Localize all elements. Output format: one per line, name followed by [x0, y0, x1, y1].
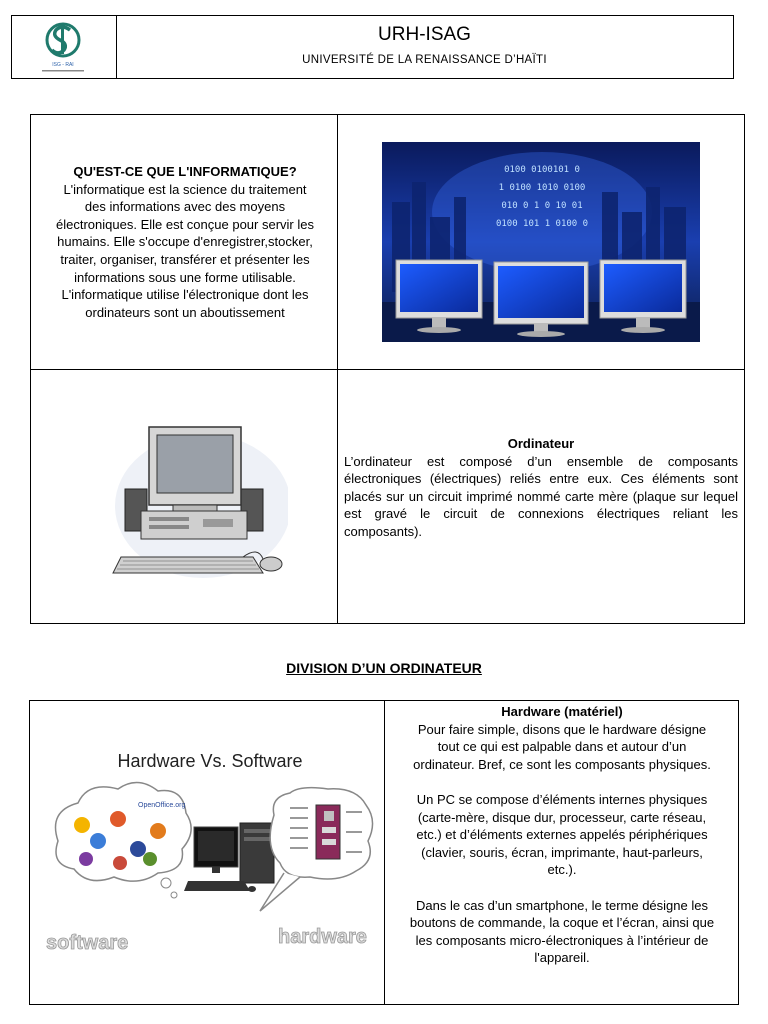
firefox-icon — [150, 823, 166, 839]
mouse-icon — [248, 886, 256, 892]
informatique-line: informations sous une forme utilisable. — [74, 269, 296, 285]
binary-row: 010 0 1 0 10 01 — [501, 201, 583, 211]
digital-city-image — [382, 142, 700, 342]
informatique-line: ordinateurs sont un aboutissement — [85, 304, 285, 320]
binary-row: 0100 0100101 0 — [504, 165, 580, 175]
section-title: DIVISION D’UN ORDINATEUR — [286, 660, 482, 676]
hardware-line: l'appareil. — [534, 950, 590, 966]
hardware-line: Dans le cas d’un smartphone, le terme désigne les — [416, 897, 708, 913]
keyboard-icon — [184, 881, 250, 891]
logo-cell — [12, 16, 117, 78]
informatique-line: L'informatique utilise l'électronique dont les — [61, 287, 309, 303]
informatique-heading: QU'EST-CE QUE L'INFORMATIQUE? — [73, 164, 297, 179]
informatique-line: L'informatique est la science du traitement — [63, 181, 307, 197]
informatique-line: électroniques. Elle est conçue pour servir les — [56, 216, 314, 232]
app-icon — [130, 841, 146, 857]
hardware-line: etc.) et d’éléments externes appelés périphériques — [416, 827, 708, 843]
hw-sw-title: Hardware Vs. Software — [117, 751, 303, 771]
hardware-line: Un PC se compose d’éléments internes physiques — [416, 791, 708, 807]
informatique-line: des informations avec des moyens — [84, 199, 286, 215]
hardware-line: (carte-mère, disque dur, processeur, carte réseau, — [417, 809, 707, 825]
app-icon — [113, 856, 127, 870]
app-icon — [90, 833, 106, 849]
hardware-line: boutons de commande, la coque et l’écran, ainsi que — [409, 915, 715, 931]
informatique-line: humains. Elle s'occupe d'enregistrer,stocker, — [57, 234, 313, 250]
hardware-line: les composants micro-électroniques à l’intérieur de — [415, 932, 709, 948]
page-title: URH-ISAG — [378, 24, 471, 45]
hardware-vs-software-image — [38, 741, 378, 961]
logo-caption: ISG - RAI — [52, 62, 74, 68]
computer-illustration — [103, 411, 288, 581]
software-label: software — [46, 932, 129, 954]
informatique-line: traiter, organiser, transférer et présenter les — [60, 251, 310, 267]
hardware-text — [389, 703, 735, 967]
hardware-line: ordinateur. Bref, ce sont les composants physiques. — [413, 756, 711, 772]
hardware-heading: Hardware (matériel) — [501, 704, 623, 719]
informatique-text — [35, 163, 335, 321]
ordinateur-paragraph: L’ordinateur est composé d’un ensemble de composants électroniques (électriques) reliés entre eux. Ces éléments sont placés sur un circuit imprimé nommé carte mère (plaque sur lequel est gravé le circuit de connexions électriques reliant les composants). — [344, 453, 738, 539]
hardware-line: Pour faire simple, disons que le hardware désigne — [417, 721, 707, 737]
app-icon — [74, 817, 90, 833]
university-name: UNIVERSITÉ DE LA RENAISSANCE D’HAÏTI — [302, 54, 547, 66]
university-logo — [12, 16, 116, 78]
openoffice-label: OpenOffice.org — [138, 802, 186, 809]
binary-row: 0100 101 1 0100 0 — [495, 219, 589, 229]
document-header — [11, 15, 734, 79]
app-icon — [110, 811, 126, 827]
hardware-line: tout ce qui est palpable dans et autour d’un — [437, 739, 687, 755]
hardware-table — [29, 700, 739, 1005]
binary-row: 1 0100 1010 0100 — [498, 183, 586, 193]
app-icon — [143, 852, 157, 866]
ordinateur-text — [344, 435, 738, 541]
hardware-line: etc.). — [547, 862, 577, 878]
hardware-label: hardware — [278, 926, 367, 948]
intro-table — [30, 114, 745, 624]
app-icon — [79, 852, 93, 866]
ordinateur-heading: Ordinateur — [507, 436, 575, 451]
hardware-line: (clavier, souris, écran, imprimante, haut-parleurs, — [421, 844, 703, 860]
